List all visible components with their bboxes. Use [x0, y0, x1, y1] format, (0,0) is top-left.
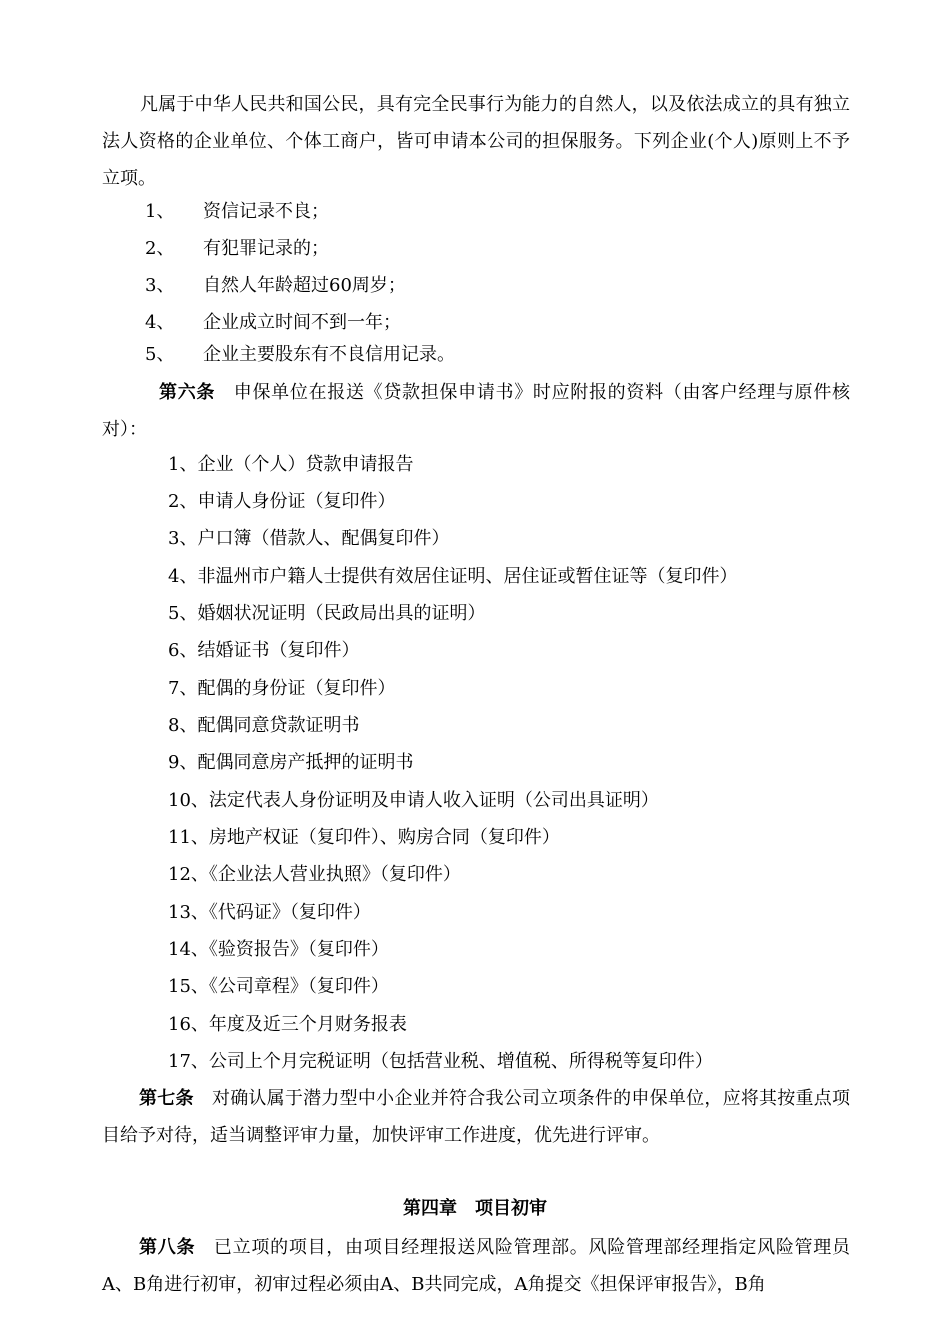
- exclusion-text: 有犯罪记录的；: [203, 238, 329, 259]
- material-item: 15、《公司章程》（复印件）: [168, 976, 389, 997]
- material-item: 8、配偶同意贷款证明书: [168, 715, 360, 736]
- exclusion-number: 2、: [145, 238, 175, 259]
- material-item: 1、企业（个人）贷款申请报告: [168, 454, 414, 475]
- exclusion-item: [145, 310, 401, 336]
- material-item: 10、法定代表人身份证明及申请人收入证明（公司出具证明）: [168, 790, 659, 811]
- exclusion-text: 企业主要股东有不良信用记录。: [203, 344, 455, 365]
- article-7-text: 对确认属于潜力型中小企业并符合我公司立项条件的申保单位，应将其按重点项目给予对待，适当调整评审力量，加快评审工作进度，优先进行评审。: [102, 1088, 851, 1146]
- material-item: 6、结婚证书（复印件）: [168, 640, 360, 661]
- material-item: 13、《代码证》（复印件）: [168, 902, 371, 923]
- material-item: 16、年度及近三个月财务报表: [168, 1014, 407, 1035]
- intro-paragraph: 凡属于中华人民共和国公民，具有完全民事行为能力的自然人，以及依法成立的具有独立法人资格的企业单位、个体工商户，皆可申请本公司的担保服务。下列企业(个人)原则上不予立项。: [102, 94, 850, 189]
- article-8-text: 已立项的项目，由项目经理报送风险管理部。风险管理部经理指定风险管理员 A、B角进行初审，初审过程必须由A、B共同完成，A角提交《担保评审报告》，B角: [102, 1237, 851, 1295]
- exclusion-item: [145, 236, 329, 262]
- material-item: 3、户口簿（借款人、配偶复印件）: [168, 528, 450, 549]
- article-6: [102, 374, 850, 448]
- material-item: 4、非温州市户籍人士提供有效居住证明、居住证或暂住证等（复印件）: [168, 566, 738, 587]
- chapter-heading: [0, 1196, 950, 1222]
- article-6-label: 第六条: [159, 382, 216, 403]
- material-item: 9、配偶同意房产抵押的证明书: [168, 752, 414, 773]
- exclusion-item: [145, 342, 455, 368]
- article-7-label: 第七条: [139, 1088, 194, 1109]
- chapter-number: 第四章: [403, 1198, 457, 1219]
- material-item: 11、房地产权证（复印件）、购房合同（复印件）: [168, 827, 560, 848]
- exclusion-item: [145, 273, 406, 299]
- material-item: 14、《验资报告》（复印件）: [168, 939, 389, 960]
- exclusion-text: 自然人年龄超过60周岁；: [203, 275, 406, 296]
- material-item: 17、公司上个月完税证明（包括营业税、增值税、所得税等复印件）: [168, 1051, 713, 1072]
- exclusion-item: [145, 199, 329, 225]
- article-7: [102, 1080, 850, 1154]
- material-item: 5、婚姻状况证明（民政局出具的证明）: [168, 603, 486, 624]
- exclusion-number: 3、: [145, 275, 175, 296]
- material-item: 12、《企业法人营业执照》（复印件）: [168, 864, 461, 885]
- material-item: 2、申请人身份证（复印件）: [168, 491, 396, 512]
- chapter-title: 项目初审: [475, 1198, 547, 1219]
- article-8-label: 第八条: [139, 1237, 196, 1258]
- article-6-text: 申保单位在报送《贷款担保申请书》时应附报的资料（由客户经理与原件核对）：: [102, 382, 851, 440]
- exclusion-text: 企业成立时间不到一年；: [203, 312, 401, 333]
- article-8: [102, 1229, 850, 1303]
- exclusion-number: 4、: [145, 312, 175, 333]
- exclusion-number: 1、: [145, 201, 175, 222]
- material-item: 7、配偶的身份证（复印件）: [168, 678, 396, 699]
- exclusion-text: 资信记录不良；: [203, 201, 329, 222]
- exclusion-number: 5、: [145, 344, 175, 365]
